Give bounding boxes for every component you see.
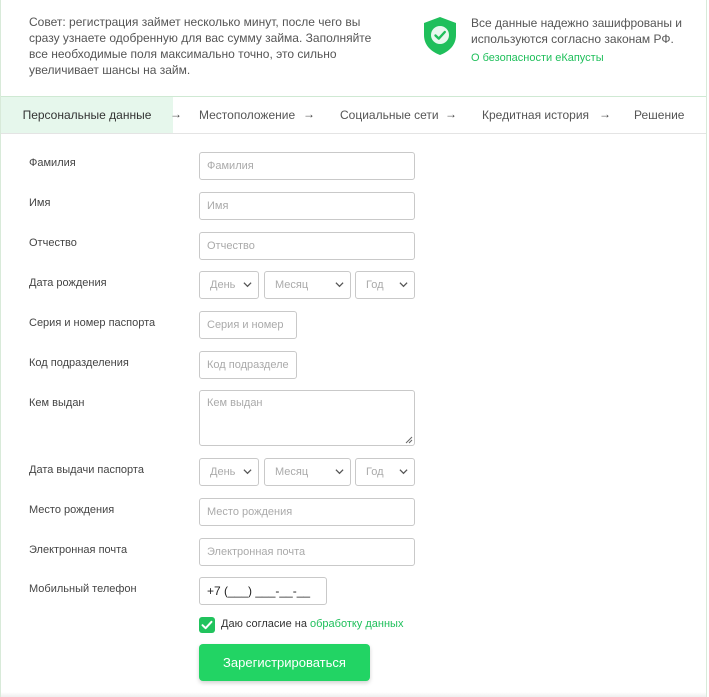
- issue-year-select[interactable]: [355, 458, 415, 486]
- last-name-input[interactable]: [199, 152, 415, 180]
- register-button[interactable]: Зарегистрироваться: [199, 644, 370, 681]
- security-link[interactable]: О безопасности еКапусты: [471, 52, 604, 64]
- security-note: [471, 15, 706, 66]
- chevron-down-icon: [243, 280, 252, 289]
- birth-date-label: Дата рождения: [29, 277, 107, 289]
- issued-by-wrap: [199, 390, 415, 446]
- issue-day-value: День: [210, 466, 236, 478]
- email-input[interactable]: [199, 538, 415, 566]
- step-arrow-icon: →: [303, 107, 315, 121]
- resize-handle-icon[interactable]: [405, 436, 413, 444]
- progress-steps: [1, 96, 706, 134]
- birth-day-value: День: [210, 279, 236, 291]
- email-label: Электронная почта: [29, 544, 128, 556]
- chevron-down-icon: [335, 467, 344, 476]
- consent-text: Даю согласие на: [221, 618, 307, 630]
- step-credit-history[interactable]: Кредитная история: [482, 108, 590, 122]
- first-name-input[interactable]: [199, 192, 415, 220]
- issue-day-select[interactable]: [199, 458, 259, 486]
- step-personal-data[interactable]: Персональные данные: [1, 97, 173, 133]
- security-text: Все данные надежно зашифрованы и используются согласно законам РФ.: [471, 16, 683, 46]
- step-arrow-icon: →: [170, 107, 182, 121]
- consent-label: [221, 618, 403, 630]
- shield-check-icon: [422, 16, 458, 56]
- step-social[interactable]: Социальные сети: [340, 108, 439, 122]
- phone-input[interactable]: [199, 577, 327, 605]
- division-code-input[interactable]: [199, 351, 297, 379]
- middle-name-label: Отчество: [29, 237, 77, 249]
- data-processing-link[interactable]: обработку данных: [310, 618, 404, 630]
- birth-month-select[interactable]: [264, 271, 351, 299]
- step-decision[interactable]: Решение: [634, 108, 685, 122]
- issued-by-label: Кем выдан: [29, 397, 85, 409]
- consent-checkbox[interactable]: [199, 617, 215, 633]
- chevron-down-icon: [243, 467, 252, 476]
- step-location[interactable]: Местоположение: [199, 108, 296, 122]
- step-arrow-icon: →: [445, 107, 457, 121]
- division-code-label: Код подразделения: [29, 357, 129, 369]
- header-block: [1, 0, 706, 96]
- birth-place-label: Место рождения: [29, 504, 115, 516]
- passport-number-label: Серия и номер паспорта: [29, 317, 156, 329]
- issue-month-select[interactable]: [264, 458, 351, 486]
- birth-year-value: Год: [366, 279, 384, 291]
- birth-month-value: Месяц: [275, 279, 309, 291]
- chevron-down-icon: [399, 280, 408, 289]
- bottom-divider: [1, 692, 706, 697]
- step-arrow-icon: →: [599, 107, 611, 121]
- passport-number-input[interactable]: [199, 311, 297, 339]
- birth-year-select[interactable]: [355, 271, 415, 299]
- middle-name-input[interactable]: [199, 232, 415, 260]
- last-name-label: Фамилия: [29, 157, 76, 169]
- chevron-down-icon: [399, 467, 408, 476]
- checkmark-icon: [199, 617, 215, 633]
- issue-date-label: Дата выдачи паспорта: [29, 464, 144, 476]
- birth-day-select[interactable]: [199, 271, 259, 299]
- phone-label: Мобильный телефон: [29, 583, 137, 595]
- intro-tip: Совет: регистрация займет несколько минут, после чего вы сразу узнаете одобренную для вас сумму займа. Заполняйте все необходимые поля максимально точно, это сильно увеличивает шансы на займ.: [29, 15, 372, 77]
- first-name-label: Имя: [29, 197, 51, 209]
- birth-place-input[interactable]: [199, 498, 415, 526]
- issue-year-value: Год: [366, 466, 384, 478]
- chevron-down-icon: [335, 280, 344, 289]
- issue-month-value: Месяц: [275, 466, 309, 478]
- issued-by-textarea[interactable]: [199, 390, 415, 446]
